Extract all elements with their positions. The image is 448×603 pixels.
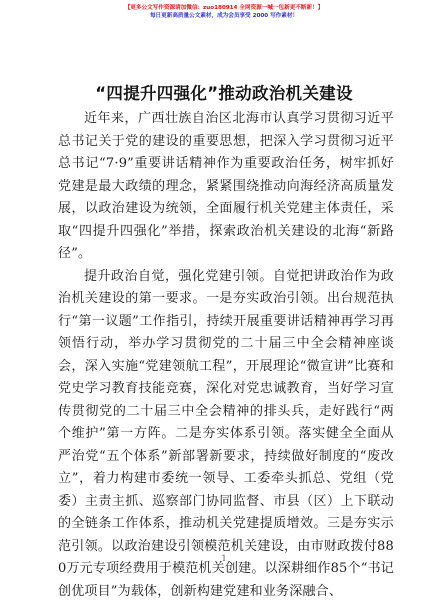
header-banner (0, 4, 448, 20)
banner-line-1: 【更多公文写作资源请加微信：zuo180914 全网资源一喊一包新更不断新！】 (0, 4, 448, 12)
page-number: 1 (0, 554, 448, 563)
document-body (58, 108, 394, 603)
paragraph-political-awareness: 提升政治自觉，强化党建引领。自觉把讲政治作为政治机关建设的第一要求。一是夯实政治引领。出台规范执行“第一议题”工作指引，持续开展重要讲话精神再学习再领悟行动，举办学习贯彻党的二十届三中全会精神座谈会，深入实施“党建领航工程”，开展理论“微宣讲”比赛和党史学习教育技能竞赛，深化对党忠诚教育，当好学习宣传贯彻党的二十届三中全会精神的排头兵，走好践行“两个维护”第一方阵。二是夯实体系引领。落实健全全面从严治党“五个体系”新部署新要求，持续做好制度的“废改立”，着力构建市委统一领导、工委牵头抓总、党组（党委）主责主抓、巡察部门协同监督、市县（区）上下联动的全链条工作体系，推动机关党建提质增效。三是夯实示范引领。以政治建设引领模范机关建设，由市财政拨付880万元专项经费用于模范机关创建。以深耕细作85个“书记创优项目”为载体，创新构建党建和业务深融合、 (58, 266, 394, 603)
paragraph-intro: 近年来，广西壮族自治区北海市认真学习贯彻习近平总书记关于党的建设的重要思想，把深入学习贯彻习近平总书记“7·9”重要讲话精神作为重要政治任务，树牢抓好党建是最大政绩的理念，紧紧围绕推动向海经济高质量发展，以政治建设为统领，全面履行机关党建主体责任，采取“四提升四强化”举措，探索政治机关建设的北海“新路径”。 (58, 108, 394, 266)
banner-line-2: 每日更新高质量公文素材，成为会员享受 2000 写作素材！ (0, 12, 448, 20)
document-title: “四提升四强化”推动政治机关建设 (0, 84, 448, 104)
